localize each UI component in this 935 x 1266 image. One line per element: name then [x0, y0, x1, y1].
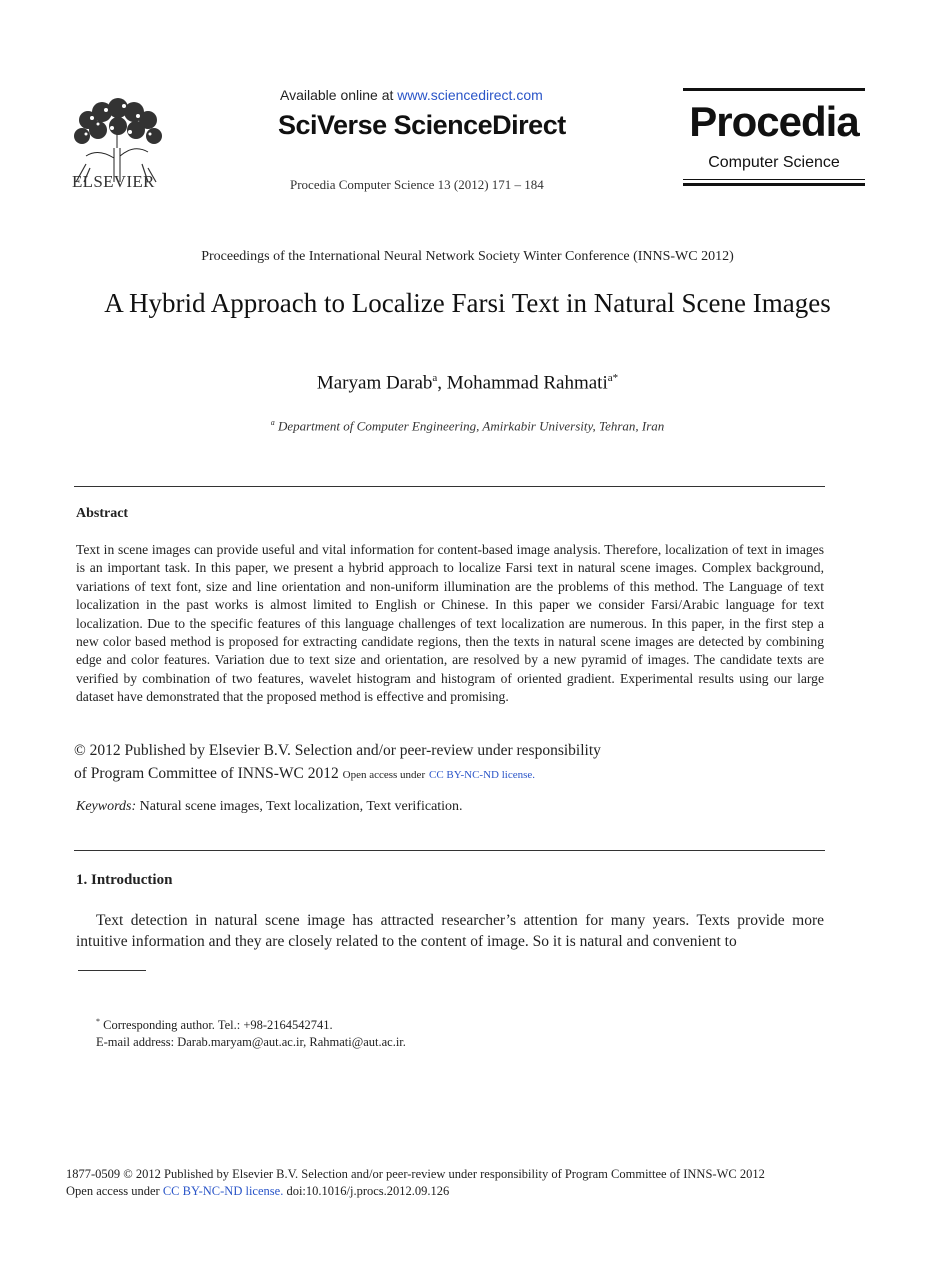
available-online-line — [280, 87, 543, 103]
license-link[interactable]: CC BY-NC-ND license. — [428, 769, 536, 781]
keywords-text: Natural scene images, Text localization, Text verification. — [136, 799, 463, 814]
copyright-block — [74, 739, 824, 787]
affiliation-text: Department of Computer Engineering, Amirkabir University, Tehran, Iran — [277, 418, 665, 434]
paper-title: A Hybrid Approach to Localize Farsi Text in Natural Scene Images — [104, 288, 831, 318]
author-list — [0, 372, 935, 394]
footnote — [96, 1013, 406, 1051]
publisher-wordmark: ELSEVIER — [72, 172, 155, 191]
copyright-line-2-wrap — [74, 762, 824, 787]
footer-open-access: Open access under — [66, 1184, 160, 1198]
affiliation-mark: a — [270, 418, 275, 427]
abstract-heading: Abstract — [76, 506, 129, 521]
abstract-body: Text in scene images can provide useful and vital information for content-based image analysis. Therefore, localization of text in images is an important task. In this paper, we present a hybrid approach to localize Farsi text in natural scene images. Complex background, variations of text font, size and line orientation and non-uniform illumination are the problems of this method. The Language of text localization in the past works is almost limited to English or Chinese. In this paper we consider Farsi/Arabic language for text localization. Due to the specific features of this language challenges of text localization are numerous. In this paper, in the first step a new color based method is proposed for extracting candidate regions, then the texts in natural scene images are detected by combining edge and color features. Variation due to text size and orientation, are resolved by a new pyramid of images. The candidate texts are verified by combination of two features, wavelet histogram and histogram of oriented gradient. Experimental results using our large dataset have demonstrated that the proposed method is effective and promising. — [76, 542, 824, 705]
abstract-top-rule — [74, 486, 825, 487]
author-2-affil-mark: a* — [607, 372, 619, 384]
keywords-line — [76, 799, 463, 815]
journal-subtitle: Computer Science — [708, 154, 840, 171]
footnote-email: E-mail address: Darab.maryam@aut.ac.ir, Rahmati@aut.ac.ir. — [96, 1035, 406, 1050]
sciencedirect-link[interactable]: www.sciencedirect.com — [397, 87, 543, 103]
footnote-mark: * — [96, 1017, 100, 1026]
journal-name: Procedia — [689, 98, 859, 145]
author-1: Maryam Darab — [316, 372, 433, 394]
journal-reference: Procedia Computer Science 13 (2012) 171 – 184 — [290, 177, 544, 192]
proceedings-line: Proceedings of the International Neural Network Society Winter Conference (INNS-WC 2012) — [201, 249, 734, 264]
introduction-paragraph: Text detection in natural scene image has attracted researcher’s attention for many years. Texts provide more intuitive information and they are closely related to the content of image. So it is natural and convenient to — [76, 912, 824, 950]
section-heading: 1. Introduction — [76, 872, 173, 888]
footer-license-line — [66, 1183, 765, 1200]
abstract-bottom-rule — [74, 850, 825, 851]
author-2: Mohammad Rahmati — [446, 372, 608, 394]
platform-logo: SciVerse ScienceDirect — [278, 110, 566, 140]
page-footer — [66, 1166, 765, 1200]
author-separator: , — [437, 372, 447, 394]
available-prefix: Available online at — [280, 87, 398, 103]
footer-license-link[interactable]: CC BY-NC-ND license. — [162, 1184, 284, 1198]
copyright-line-1: © 2012 Published by Elsevier B.V. Selection and/or peer-review under responsibility — [74, 742, 601, 759]
footer-issn-line: 1877-0509 © 2012 Published by Elsevier B.V. Selection and/or peer-review under responsibility of Program Committee of INNS-WC 2012 — [66, 1167, 765, 1181]
author-1-affil-mark: a — [432, 372, 438, 384]
open-access-label: Open access under — [342, 769, 426, 781]
keywords-label: Keywords: — [76, 799, 137, 814]
affiliation — [0, 418, 935, 434]
footnote-corresponding: * Corresponding author. Tel.: +98-2164542741. — [96, 1017, 333, 1033]
footnote-rule — [78, 970, 146, 971]
footer-doi: doi:10.1016/j.procs.2012.09.126 — [286, 1184, 450, 1198]
copyright-line-2: of Program Committee of INNS-WC 2012 — [74, 765, 339, 782]
procedia-logo — [683, 88, 865, 188]
